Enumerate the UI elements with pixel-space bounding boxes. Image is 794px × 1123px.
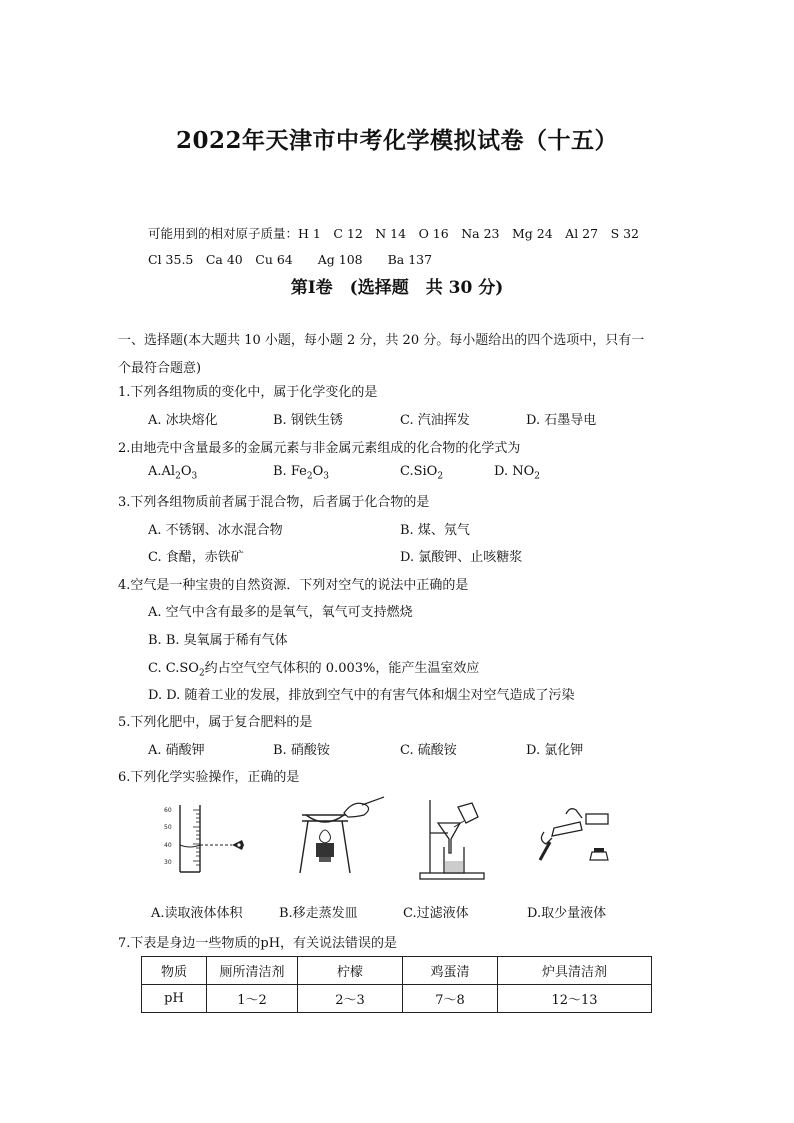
table-cell: 鸡蛋清: [403, 957, 498, 985]
q4-option-a: A. 空气中含有最多的是氧气，氧气可支持燃烧: [148, 605, 413, 620]
atomic-masses-line-2: Cl 35.5 Ca 40 Cu 64 Ag 108 Ba 137: [148, 252, 433, 267]
q6-caption-c: C.过滤液体: [403, 906, 469, 921]
q3-stem: 3.下列各组物质前者属于混合物，后者属于化合物的是: [118, 495, 430, 510]
q4-option-c: C. $C.SO_2$约占空气空气体积的 0.003%，能产生温室效应: [148, 661, 480, 679]
table-cell: 厕所清洁剂: [207, 957, 298, 985]
section-title: 第Ⅰ卷 (选择题 共 30 分): [290, 278, 504, 298]
instructions-line-2: 个最符合题意): [118, 361, 202, 376]
table-cell: 7～8: [403, 985, 498, 1013]
q5-option-d: D. 氯化钾: [526, 743, 584, 758]
q6-caption-d: D.取少量液体: [527, 906, 607, 921]
cylinder-tick-40: 40: [164, 842, 172, 849]
q2-option-b: B. $Fe_2O_3$: [273, 464, 329, 482]
q5-option-a: A. 硝酸钾: [148, 743, 205, 758]
table-cell: 1～2: [207, 985, 298, 1013]
q7-stem: 7.下表是身边一些物质的pH，有关说法错误的是: [118, 936, 398, 951]
figure-remove-evaporating-dish: [288, 795, 388, 883]
q4-option-d: D. D. 随着工业的发展，排放到空气中的有害气体和烟尘对空气造成了污染: [148, 688, 575, 703]
q6-caption-b: B.移走蒸发皿: [279, 906, 358, 921]
q3-option-a: A. 不锈钢、冰水混合物: [148, 523, 283, 538]
table-cell: 物质: [142, 957, 207, 985]
ph-table: [141, 956, 652, 1013]
table-cell: 2～3: [298, 985, 403, 1013]
q1-option-d: D. 石墨导电: [526, 413, 597, 428]
q2-option-a: $A.Al_2O_3$: [148, 464, 198, 482]
q1-stem: 1.下列各组物质的变化中，属于化学变化的是: [118, 385, 378, 400]
cylinder-tick-60: 60: [164, 807, 172, 814]
table-row: [142, 957, 652, 985]
q3-option-d: D. 氯酸钾、止咳糖浆: [400, 550, 523, 565]
q5-option-b: B. 硝酸铵: [273, 743, 330, 758]
q3-option-b: B. 煤、氖气: [400, 523, 470, 538]
table-cell: 柠檬: [298, 957, 403, 985]
table-row: [142, 985, 652, 1013]
cylinder-tick-30: 30: [164, 859, 172, 866]
instructions-line-1: 一、选择题(本大题共 10 小题，每小题 2 分，共 20 分。每小题给出的四个选项中，只有一: [118, 333, 645, 348]
q5-option-c: C. 硫酸铵: [400, 743, 457, 758]
table-cell: 12～13: [498, 985, 652, 1013]
q1-option-a: A. 冰块熔化: [148, 413, 218, 428]
q1-option-c: C. 汽油挥发: [400, 413, 470, 428]
q6-stem: 6.下列化学实验操作，正确的是: [118, 770, 300, 785]
page-title: 2022年天津市中考化学模拟试卷（十五）: [175, 127, 618, 154]
q6-caption-a: A.读取液体体积: [151, 906, 243, 921]
table-cell: pH: [142, 985, 207, 1013]
q4-option-b: B. B. 臭氧属于稀有气体: [148, 633, 288, 648]
q2-stem: 2.由地壳中含量最多的金属元素与非金属元素组成的化合物的化学式为: [118, 441, 521, 456]
figure-read-cylinder: [160, 800, 260, 880]
atomic-masses-line-1: 可能用到的相对原子质量：H 1 C 12 N 14 O 16 Na 23 Mg 24 Al 27 S 32: [148, 226, 640, 241]
q2-option-d: D. $NO_2$: [494, 464, 540, 482]
cylinder-tick-50: 50: [164, 824, 172, 831]
q4-stem: 4.空气是一种宝贵的自然资源．下列对空气的说法中正确的是: [118, 578, 469, 593]
table-cell: 炉具清洁剂: [498, 957, 652, 985]
q2-option-c: C.SiO$_2$: [400, 464, 444, 482]
figure-filtration: [418, 795, 498, 885]
q5-stem: 5.下列化肥中，属于复合肥料的是: [118, 715, 313, 730]
figure-take-liquid: [536, 800, 626, 870]
q1-option-b: B. 钢铁生锈: [273, 413, 343, 428]
q3-option-c: C. 食醋，赤铁矿: [148, 550, 244, 565]
